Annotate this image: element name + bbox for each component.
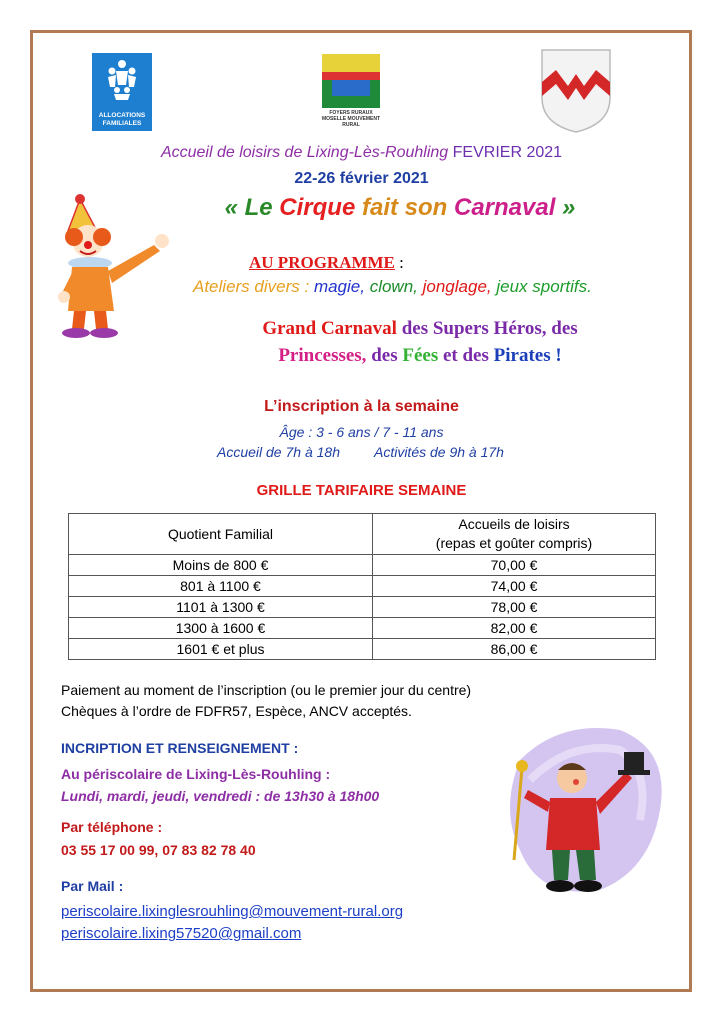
age-label: Âge : 3 - 6 ans / 7 - 11 ans [279, 424, 444, 440]
atelier-item: clown, [369, 277, 418, 296]
table-cell: 86,00 € [373, 639, 656, 660]
programme-label: AU PROGRAMME [249, 253, 395, 272]
column-header-line: Accueils de loisirs [458, 516, 570, 532]
coat-of-arms-icon [538, 46, 614, 134]
grand-carnaval-text [180, 315, 660, 369]
dates-label: 22-26 février 2021 [294, 170, 429, 187]
table-cell: 1101 à 1300 € [69, 597, 373, 618]
column-header [373, 514, 656, 555]
programme-colon: : [394, 253, 404, 272]
email-link[interactable]: periscolaire.lixinglesrouhling@mouvement-rural.org [61, 903, 404, 920]
clown-illustration [58, 193, 182, 343]
inscription-title: L’inscription à la semaine [264, 398, 459, 415]
grand-part: Fées [402, 345, 439, 366]
tarif-table [68, 513, 656, 660]
table-cell: 74,00 € [373, 576, 656, 597]
atelier-item: jonglage, [422, 277, 492, 296]
paiement-info [61, 680, 471, 722]
table-row [69, 639, 656, 660]
table-cell: Moins de 800 € [69, 555, 373, 576]
grand-part: et des [438, 345, 494, 366]
telephone-numbers: 03 55 17 00 99, 07 83 82 78 40 [61, 842, 256, 858]
table-row [69, 618, 656, 639]
theme-cirque: Cirque [279, 194, 356, 221]
family-figures-icon [106, 59, 138, 101]
paiement-line: Paiement au moment de l’inscription (ou le premier jour du centre) [61, 682, 472, 698]
table-cell: 1300 à 1600 € [69, 618, 373, 639]
column-header: Quotient Familial [69, 514, 373, 555]
grand-part: des Supers Héros, des [396, 318, 578, 339]
foyers-ruraux-text: FOYERS RURAUX MOSELLE MOUVEMENT RURAL [321, 110, 381, 128]
theme-part: fait son [355, 194, 454, 221]
contact-title: INCRIPTION ET RENSEIGNEMENT : [61, 740, 299, 756]
caf-logo-text: ALLOCATIONS FAMILIALES [98, 112, 146, 127]
table-row [69, 597, 656, 618]
foyers-ruraux-logo [320, 52, 382, 132]
atelier-item: magie, [313, 277, 365, 296]
accueil-hours: Accueil de 7h à 18h [217, 444, 340, 460]
table-row [69, 576, 656, 597]
periscolaire-lieu: Au périscolaire de Lixing-Lès-Rouhling : [61, 766, 331, 782]
header-title [0, 144, 723, 162]
table-header-row [69, 514, 656, 555]
mail-links [61, 901, 403, 945]
grand-part: Pirates ! [493, 345, 562, 366]
programme-title [249, 253, 404, 273]
table-row [69, 555, 656, 576]
table-cell: 1601 € et plus [69, 639, 373, 660]
email-link[interactable]: periscolaire.lixing57520@gmail.com [61, 925, 302, 942]
grand-part: Princesses, [278, 345, 367, 366]
periscolaire-jours: Lundi, mardi, jeudi, vendredi : de 13h30 à 18h00 [61, 788, 380, 804]
theme-carnaval: Carnaval [453, 194, 556, 221]
table-cell: 70,00 € [373, 555, 656, 576]
grand-part: des [366, 345, 403, 366]
telephone-title: Par téléphone : [61, 819, 163, 835]
atelier-item: jeux sportifs. [496, 277, 592, 296]
month-label: FEVRIER 2021 [452, 144, 563, 161]
theme-part: » [555, 194, 576, 221]
grand-part: Grand Carnaval [262, 318, 397, 339]
theme-part: « Le [224, 194, 280, 221]
ateliers-line [193, 277, 592, 297]
caf-logo [92, 53, 152, 131]
activites-hours: Activités de 9h à 17h [373, 444, 504, 460]
grille-title: GRILLE TARIFAIRE SEMAINE [256, 482, 467, 499]
mail-title: Par Mail : [61, 878, 124, 894]
table-cell: 801 à 1100 € [69, 576, 373, 597]
periscolaire-info [61, 763, 379, 807]
table-cell: 78,00 € [373, 597, 656, 618]
paiement-line: Chèques à l’ordre de FDFR57, Espèce, ANCV acceptés. [61, 703, 412, 719]
theme-title [160, 194, 640, 222]
ateliers-label: Ateliers divers : [193, 277, 314, 296]
table-cell: 82,00 € [373, 618, 656, 639]
horaires-line [217, 444, 504, 460]
accueil-title: Accueil de loisirs de Lixing-Lès-Rouhling [160, 144, 449, 161]
ringmaster-illustration [500, 720, 670, 900]
column-header-line: (repas et goûter compris) [435, 535, 593, 551]
